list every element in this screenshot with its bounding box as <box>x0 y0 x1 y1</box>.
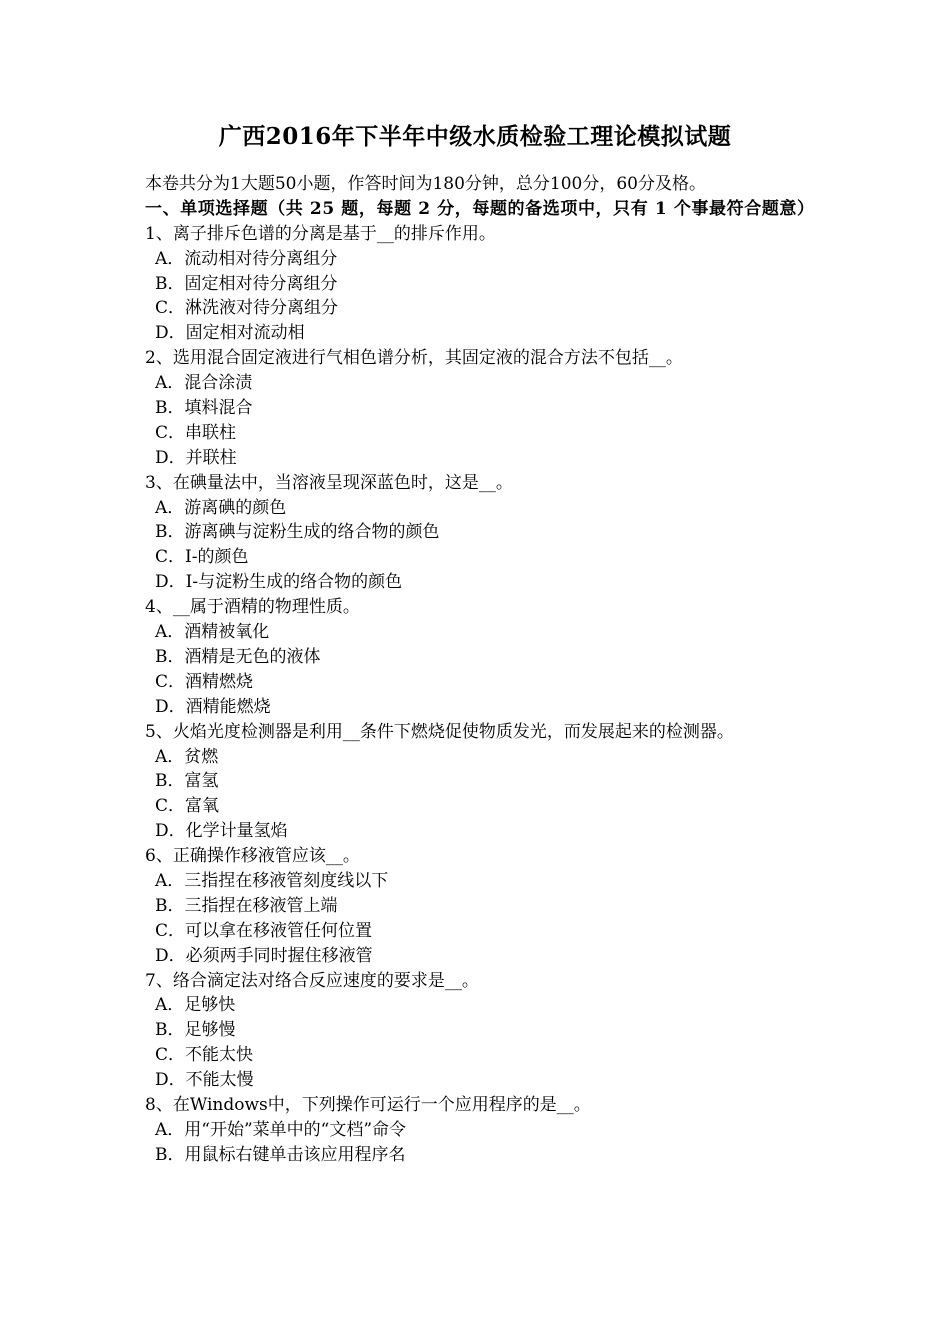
answer-option: A．用“开始”菜单中的“文档”命令 <box>155 1119 407 1140</box>
document-title: 广西2016年下半年中级水质检验工理论模拟试题 <box>218 123 732 150</box>
answer-option: A．三指捏在移液管刻度线以下 <box>155 870 389 891</box>
answer-option: A．酒精被氧化 <box>155 622 270 643</box>
answer-option: B．固定相对待分离组分 <box>155 273 338 294</box>
answer-option: B．游离碘与淀粉生成的络合物的颜色 <box>155 522 440 543</box>
answer-option: B．三指捏在移液管上端 <box>155 895 338 916</box>
answer-option: D．不能太慢 <box>155 1070 254 1091</box>
answer-option: C．I-的颜色 <box>155 547 249 568</box>
question-text: 1、离子排斥色谱的分离是基于__的排斥作用。 <box>145 223 496 244</box>
answer-option: C．可以拿在移液管任何位置 <box>155 920 373 941</box>
answer-option: C．酒精燃烧 <box>155 671 254 692</box>
answer-option: B．足够慢 <box>155 1020 236 1041</box>
question-text: 5、火焰光度检测器是利用__条件下燃烧促使物质发光，而发展起来的检测器。 <box>145 721 734 742</box>
answer-option: A．游离碘的颜色 <box>155 497 287 518</box>
question-text: 8、在Windows中，下列操作可运行一个应用程序的是__。 <box>145 1094 591 1115</box>
document-body <box>145 172 815 1168</box>
answer-option: A．流动相对待分离组分 <box>155 248 338 269</box>
question-text: 7、络合滴定法对络合反应速度的要求是__。 <box>145 970 479 991</box>
answer-option: C．淋洗液对待分离组分 <box>155 298 339 319</box>
answer-option: D．化学计量氢焰 <box>155 821 288 842</box>
answer-option: C．不能太快 <box>155 1045 254 1066</box>
answer-option: B．填料混合 <box>155 398 253 419</box>
answer-option: A．混合涂渍 <box>155 373 253 394</box>
question-list <box>145 222 815 1168</box>
question-text: 2、选用混合固定液进行气相色谱分析，其固定液的混合方法不包括__。 <box>145 348 683 369</box>
exam-intro: 本卷共分为1大题50小题，作答时间为180分钟，总分100分，60分及格。 <box>145 174 706 194</box>
answer-option: B．酒精是无色的液体 <box>155 646 321 667</box>
question-text: 4、__属于酒精的物理性质。 <box>145 597 360 618</box>
answer-option: C．富氧 <box>155 796 220 817</box>
answer-option: A．足够快 <box>155 995 236 1016</box>
question-text: 6、正确操作移液管应该__。 <box>145 846 360 867</box>
section-heading: 一、单项选择题（共 25 题，每题 2 分，每题的备选项中，只有 1 个事最符合题意） <box>145 198 815 219</box>
answer-option: C．串联柱 <box>155 422 237 443</box>
answer-option: B．用鼠标右键单击该应用程序名 <box>155 1144 406 1165</box>
answer-option: B．富氢 <box>155 771 219 792</box>
answer-option: D．必须两手同时握住移液管 <box>155 945 373 966</box>
answer-option: A．贫燃 <box>155 746 219 767</box>
answer-option: D．I-与淀粉生成的络合物的颜色 <box>155 572 403 593</box>
answer-option: D．酒精能燃烧 <box>155 696 271 717</box>
answer-option: D．并联柱 <box>155 447 237 468</box>
question-text: 3、在碘量法中，当溶液呈现深蓝色时，这是__。 <box>145 472 513 493</box>
answer-option: D．固定相对流动相 <box>155 323 305 344</box>
